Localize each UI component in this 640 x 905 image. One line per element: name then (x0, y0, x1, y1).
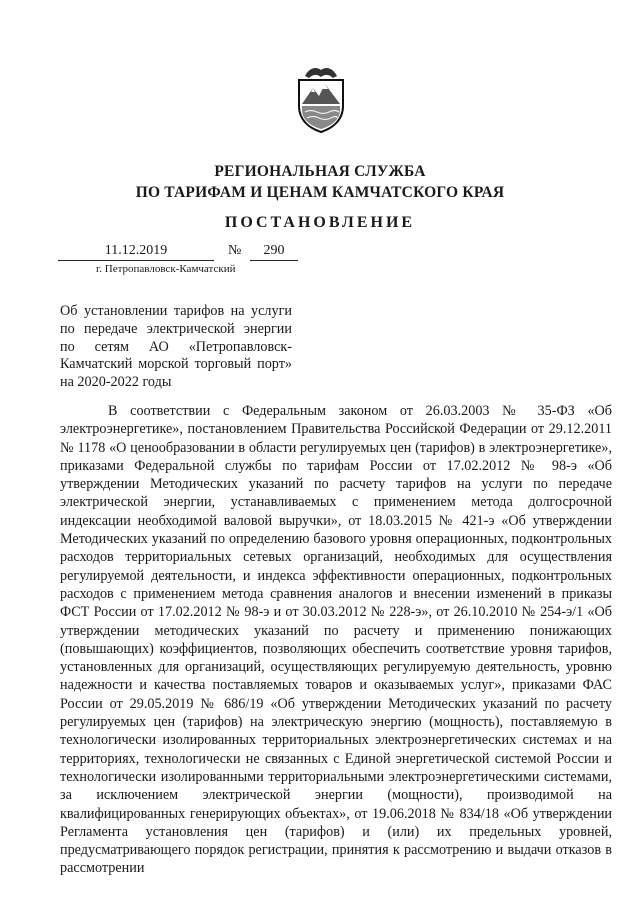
document-body-paragraph: В соответствии с Федеральным законом от 26.03.2003 № 35-ФЗ «Об электроэнергетике», постановлением Правительства Российской Федерации от 29.12.2011 № 1178 «О ценообразовании в области регулируемых цен (тарифов) в электроэнергетике», приказами Федеральной службы по тарифам России от 17.02.2012 № 98-э «Об утверждении Методических указаний по расчету тарифов на услуги по передаче электрической энергии, устанавливаемых с применением метода долгосрочной индексации необходимой валовой выручки», от 18.03.2015 № 421-э «Об утверждении Методических указаний по определению базового уровня операционных, подконтрольных расходов территориальных сетевых организаций, необходимых для осуществления регулируемой деятельности, и индекса эффективности операционных, подконтрольных расходов с применением метода сравнения аналогов и внесении изменений в приказы ФСТ России от 17.02.2012 № 98-э и от 30.03.2012 № 228-э», от 26.10.2010 № 254-э/1 «Об утверждении методических указаний по расчету и применению понижающих (повышающих) коэффициентов, позволяющих обеспечить соответствие уровня тарифов, установленных для организаций, осуществляющих регулируемую деятельность, уровню надежности и качества поставляемых товаров и оказываемых услуг», приказами ФАС России от 29.05.2019 № 686/19 «Об утверждении Методических указаний по расчету регулируемых цен (тарифов) на электрическую энергию (мощность), поставляемую в технологически изолированных территориальных электроэнергетических системах и на территориях, технологически не связанных с Единой энергетической системой России и технологически изолированными территориальными электроэнергетическими системами, за исключением электрической энергии (мощности), производимой на квалифицированных генерирующих объектах», от 19.06.2018 № 834/18 «Об утверждении Регламента установления цен (тарифов) и (или) их предельных уровней, предусматривающего порядок регистрации, принятия к рассмотрению и выдачи отказов в рассмотрении (60, 403, 612, 877)
document-number: 290 (250, 243, 298, 261)
document-subject: Об установлении тарифов на услуги по передаче электрической энергии по сетям АО «Петропавловск-Камчатский морской торговый порт» на 2020-2022 годы (60, 303, 292, 391)
agency-name-line1: РЕГИОНАЛЬНАЯ СЛУЖБА (214, 163, 426, 180)
document-date: 11.12.2019 (58, 243, 214, 261)
kamchatka-coat-of-arms-icon (289, 62, 353, 134)
document-city: г. Петропавловск-Камчатский (96, 263, 236, 275)
number-sign: № (228, 243, 242, 258)
document-type-title: ПОСТАНОВЛЕНИЕ (224, 214, 416, 231)
agency-name-line2: ПО ТАРИФАМ И ЦЕНАМ КАМЧАТСКОГО КРАЯ (135, 184, 505, 201)
